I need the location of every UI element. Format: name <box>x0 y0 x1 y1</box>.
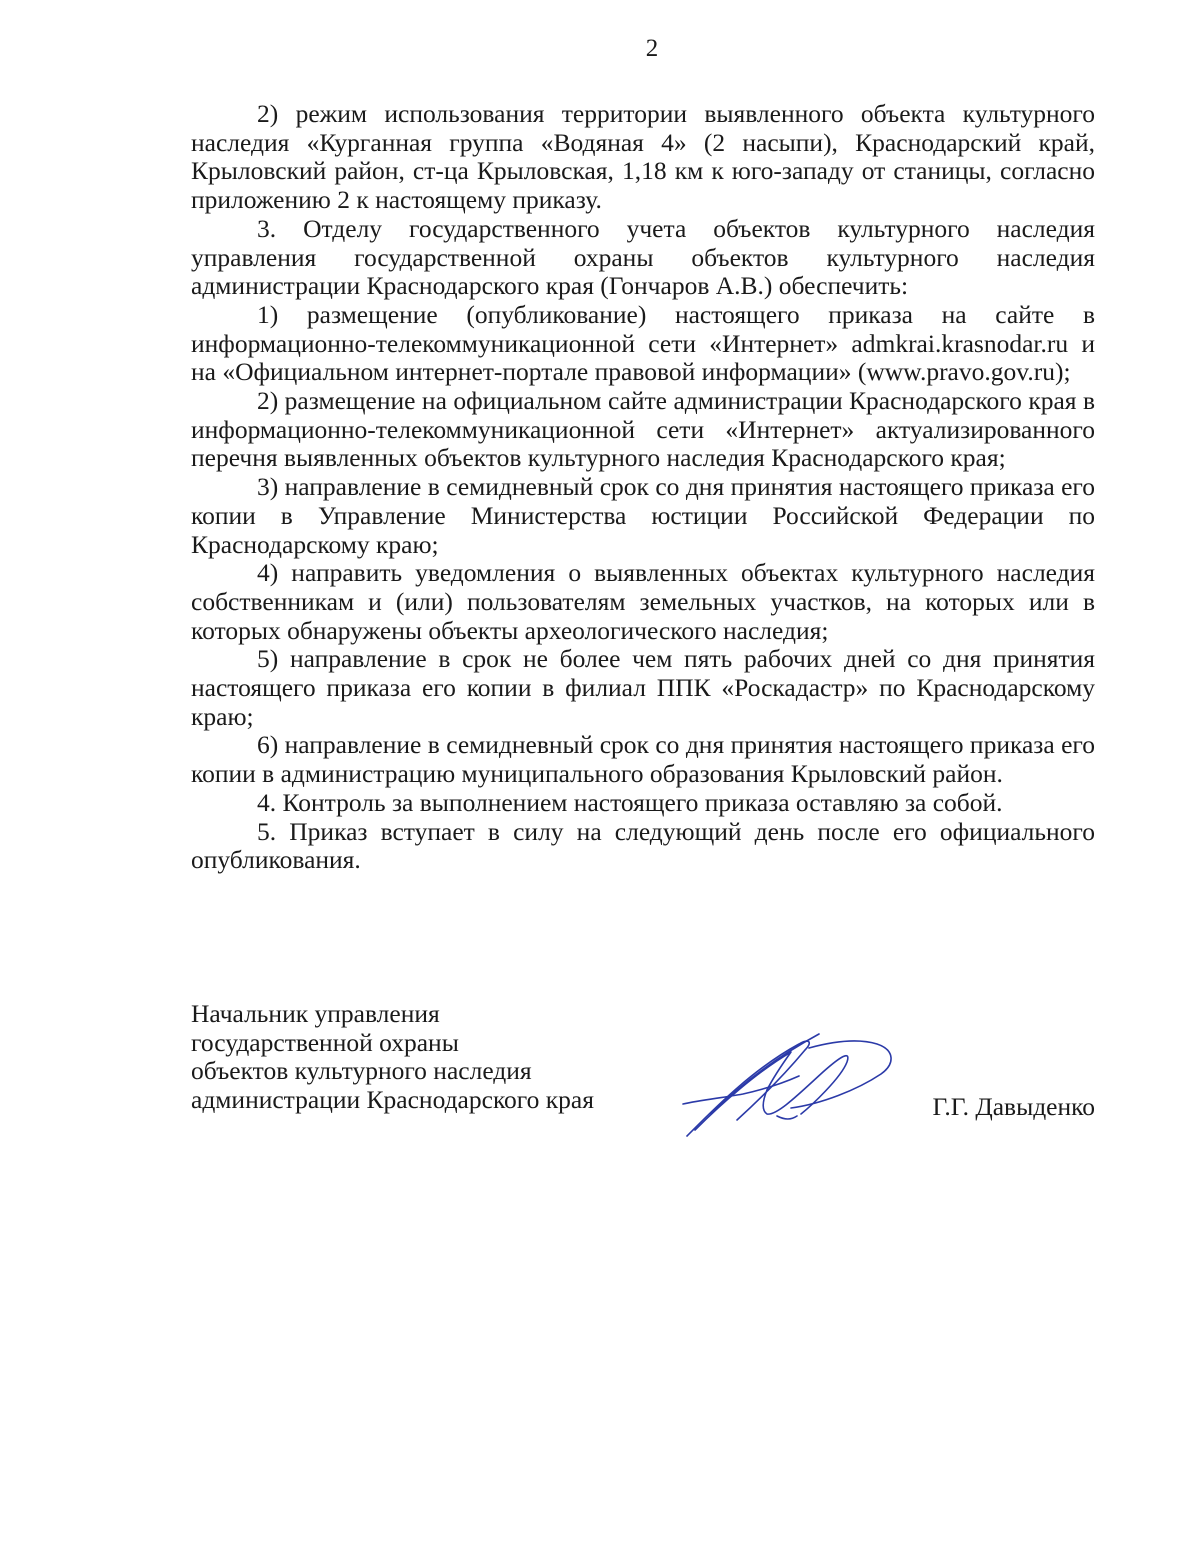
paragraph-subitem-4-notifications: 4) направить уведомления о выявленных объектах культурного наследия собственникам и (или) пользователям земельных участков, на которых или в которых обнаружены объекты археологического наследия; <box>191 558 1095 645</box>
paragraph-item-2-regime: 2) режим использования территории выявленного объекта культурного наследия «Курганная группа «Водяная 4» (2 насыпи), Краснодарский край, Крыловский район, ст-ца Крыловская, 1,18 км к юго-западу от станицы, согласно приложению 2 к настоящему приказу. <box>191 99 1095 215</box>
paragraph-item-3-department: 3. Отделу государственного учета объектов культурного наследия управления государственной охраны объектов культурного наследия администрации Краснодарского края (Гончаров А.В.) обеспечить: <box>191 213 1095 301</box>
signer-name: Г.Г. Давыденко <box>932 1092 1095 1121</box>
handwritten-signature <box>681 1020 901 1140</box>
signer-position-line: государственной охраны <box>191 1027 459 1057</box>
order-body <box>191 100 1095 875</box>
paragraph-subitem-5-roskadastr: 5) направление в срок не более чем пять рабочих дней со дня принятия настоящего приказа его копии в филиал ППК «Роскадастр» по Краснодарскому краю; <box>191 644 1095 731</box>
paragraph-item-4-control: 4. Контроль за выполнением настоящего приказа оставляю за собой. <box>257 787 1003 817</box>
signer-position-line: объектов культурного наследия <box>191 1056 532 1086</box>
signer-position <box>191 1000 594 1115</box>
page-number: 2 <box>645 35 659 62</box>
paragraph-subitem-2-official-site: 2) размещение на официальном сайте администрации Краснодарского края в информационно-телекоммуникационной сети «Интернет» актуализированного перечня выявленных объектов культурного наследия Краснодарского края; <box>191 386 1095 473</box>
signer-position-line: администрации Краснодарского края <box>191 1085 594 1115</box>
paragraph-item-5-effect: 5. Приказ вступает в силу на следующий день после его официального опубликования. <box>191 816 1095 875</box>
paragraph-subitem-3-ministry-justice: 3) направление в семидневный срок со дня принятия настоящего приказа его копии в Управление Министерства юстиции Российской Федерации по Краснодарскому краю; <box>191 472 1095 559</box>
paragraph-subitem-6-municipality: 6) направление в семидневный срок со дня принятия настоящего приказа его копии в администрацию муниципального образования Крыловский район. <box>191 730 1095 789</box>
paragraph-subitem-1-publication: 1) размещение (опубликование) настоящего приказа на сайте в информационно-телекоммуникационной сети «Интернет» admkrai.krasnodar.ru и на «Официальном интернет-портале правовой информации» (www.pravo.gov.ru); <box>191 299 1095 387</box>
signer-position-line: Начальник управления <box>191 999 440 1028</box>
signature-block <box>191 1000 1095 1150</box>
